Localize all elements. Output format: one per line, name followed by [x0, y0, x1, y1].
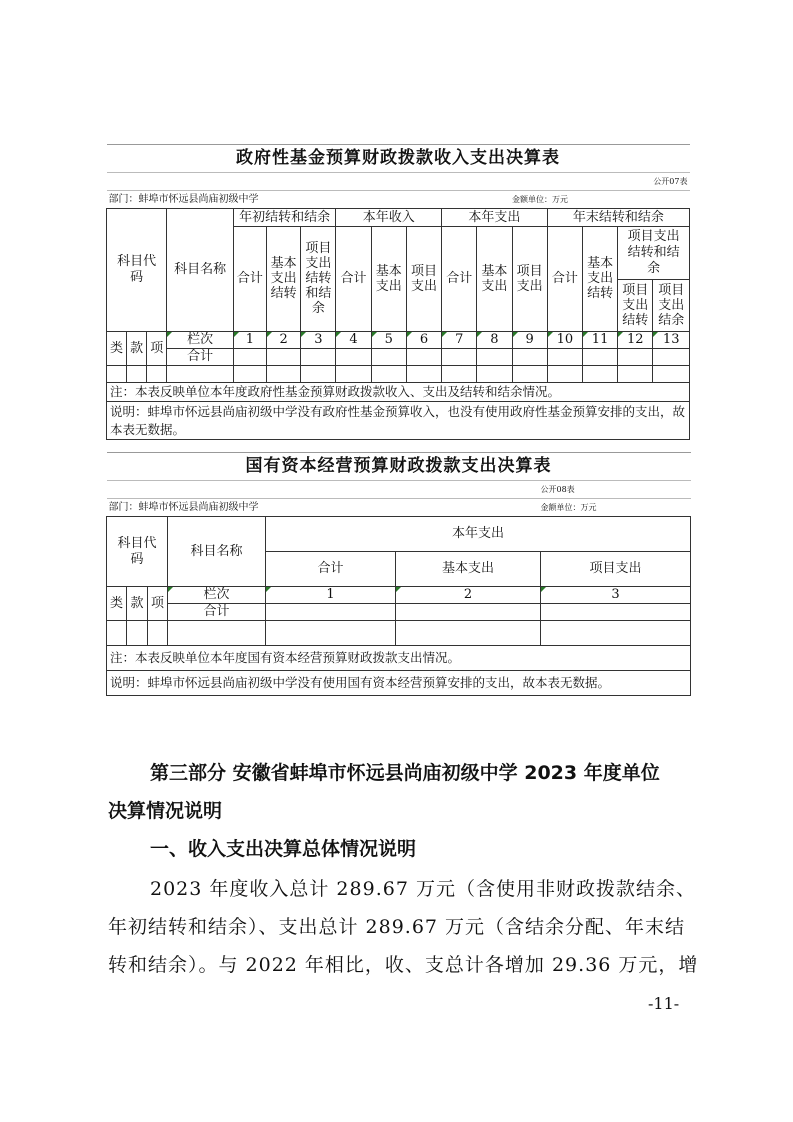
- t1-note: 注：本表反映单位本年度政府性基金预算财政拨款收入、支出及结转和结余情况。: [107, 383, 690, 402]
- t1-expense-basic: 基本支出: [477, 227, 512, 332]
- t1-col-8: 8: [477, 332, 512, 349]
- table2-title: 国有资本经营预算财政拨款支出决算表: [245, 455, 552, 476]
- t1-income-project: 项目支出: [406, 227, 441, 332]
- t1-group-income: 本年收入: [336, 209, 442, 227]
- table1-code: 公开07表: [653, 177, 688, 186]
- t1-end-project-balance: 项目支出结余: [653, 280, 690, 332]
- t1-col-3: 3: [301, 332, 336, 349]
- t1-group-expense: 本年支出: [442, 209, 548, 227]
- sub-heading: 一、收入支出决算总体情况说明: [150, 838, 417, 860]
- t1-col-5: 5: [371, 332, 406, 349]
- table2-code: 公开08表: [540, 485, 575, 494]
- t1-col-10: 10: [547, 332, 582, 349]
- t2-row-label: 栏次: [168, 587, 266, 604]
- t1-end-total: 合计: [547, 227, 582, 332]
- t1-col-7: 7: [442, 332, 477, 349]
- t2-xiang: 项: [148, 587, 168, 621]
- paragraph-line-2: 年初结转和结余）、支出总计 289.67 万元（含结余分配、年末结: [108, 916, 686, 938]
- t2-basic: 基本支出: [396, 552, 541, 587]
- t1-xiang: 项: [147, 332, 167, 366]
- paragraph-line-3: 转和结余）。与 2022 年相比，收、支总计各增加 29.36 万元，增: [108, 954, 699, 976]
- t2-kuan: 款: [127, 587, 148, 621]
- t2-total: 合计: [266, 552, 396, 587]
- t2-total-label: 合计: [168, 604, 266, 621]
- t1-expense-total: 合计: [442, 227, 477, 332]
- t2-subject-code-header: 科目代码: [107, 517, 168, 587]
- paragraph-line-1: 2023 年度收入总计 289.67 万元（含使用非财政拨款结余、: [150, 878, 696, 900]
- t1-lei: 类: [107, 332, 127, 366]
- section-heading-line1: 第三部分 安徽省蚌埠市怀远县尚庙初级中学 2023 年度单位: [150, 762, 660, 784]
- t1-begin-basic: 基本支出结转: [267, 227, 301, 332]
- t1-col-2: 2: [267, 332, 301, 349]
- t2-col-1: 1: [266, 587, 396, 604]
- t1-kuan: 款: [127, 332, 147, 366]
- table1-dept: 部门：蚌埠市怀远县尚庙初级中学: [108, 193, 259, 205]
- t2-subject-name-header: 科目名称: [168, 517, 266, 587]
- t2-group-expense: 本年支出: [266, 517, 691, 552]
- t1-col-13: 13: [653, 332, 690, 349]
- state-capital-table: [106, 452, 691, 696]
- t1-begin-total: 合计: [233, 227, 266, 332]
- t1-col-6: 6: [406, 332, 441, 349]
- table2-dept: 部门：蚌埠市怀远县尚庙初级中学: [108, 501, 259, 513]
- table2-unit: 金额单位：万元: [540, 503, 597, 512]
- t1-income-total: 合计: [336, 227, 371, 332]
- t1-explain: 说明：蚌埠市怀远县尚庙初级中学没有政府性基金预算收入，也没有使用政府性基金预算安排的支出，故本表无数据。: [107, 402, 690, 440]
- t2-project: 项目支出: [541, 552, 691, 587]
- t1-end-project-carry: 项目支出结转: [618, 280, 653, 332]
- t1-col-12: 12: [618, 332, 653, 349]
- t1-col-9: 9: [512, 332, 547, 349]
- t1-col-11: 11: [582, 332, 617, 349]
- t1-col-4: 4: [336, 332, 371, 349]
- t1-end-project: 项目支出结转和结余: [618, 227, 690, 280]
- government-fund-table: [106, 144, 690, 440]
- page-number: -11-: [648, 994, 680, 1013]
- t2-lei: 类: [107, 587, 127, 621]
- t1-group-end: 年末结转和结余: [547, 209, 689, 227]
- table1-unit: 金额单位：万元: [512, 195, 569, 204]
- t2-col-2: 2: [396, 587, 541, 604]
- table1-title: 政府性基金预算财政拨款收入支出决算表: [236, 147, 560, 168]
- t1-expense-project: 项目支出: [512, 227, 547, 332]
- t1-group-begin: 年初结转和结余: [233, 209, 336, 227]
- t2-explain: 说明：蚌埠市怀远县尚庙初级中学没有使用国有资本经营预算安排的支出，故本表无数据。: [107, 671, 691, 696]
- t1-subject-code-header: 科目代码: [107, 209, 167, 332]
- t1-end-basic: 基本支出结转: [582, 227, 617, 332]
- t2-col-3: 3: [541, 587, 691, 604]
- t1-subject-name-header: 科目名称: [167, 209, 233, 332]
- section-heading-line2: 决算情况说明: [108, 800, 223, 822]
- t1-row-label: 栏次: [167, 332, 233, 349]
- t1-total-label: 合计: [167, 349, 233, 366]
- t1-income-basic: 基本支出: [371, 227, 406, 332]
- t1-col-1: 1: [233, 332, 266, 349]
- t2-note: 注：本表反映单位本年度国有资本经营预算财政拨款支出情况。: [107, 646, 691, 671]
- t1-begin-project: 项目支出结转和结余: [301, 227, 336, 332]
